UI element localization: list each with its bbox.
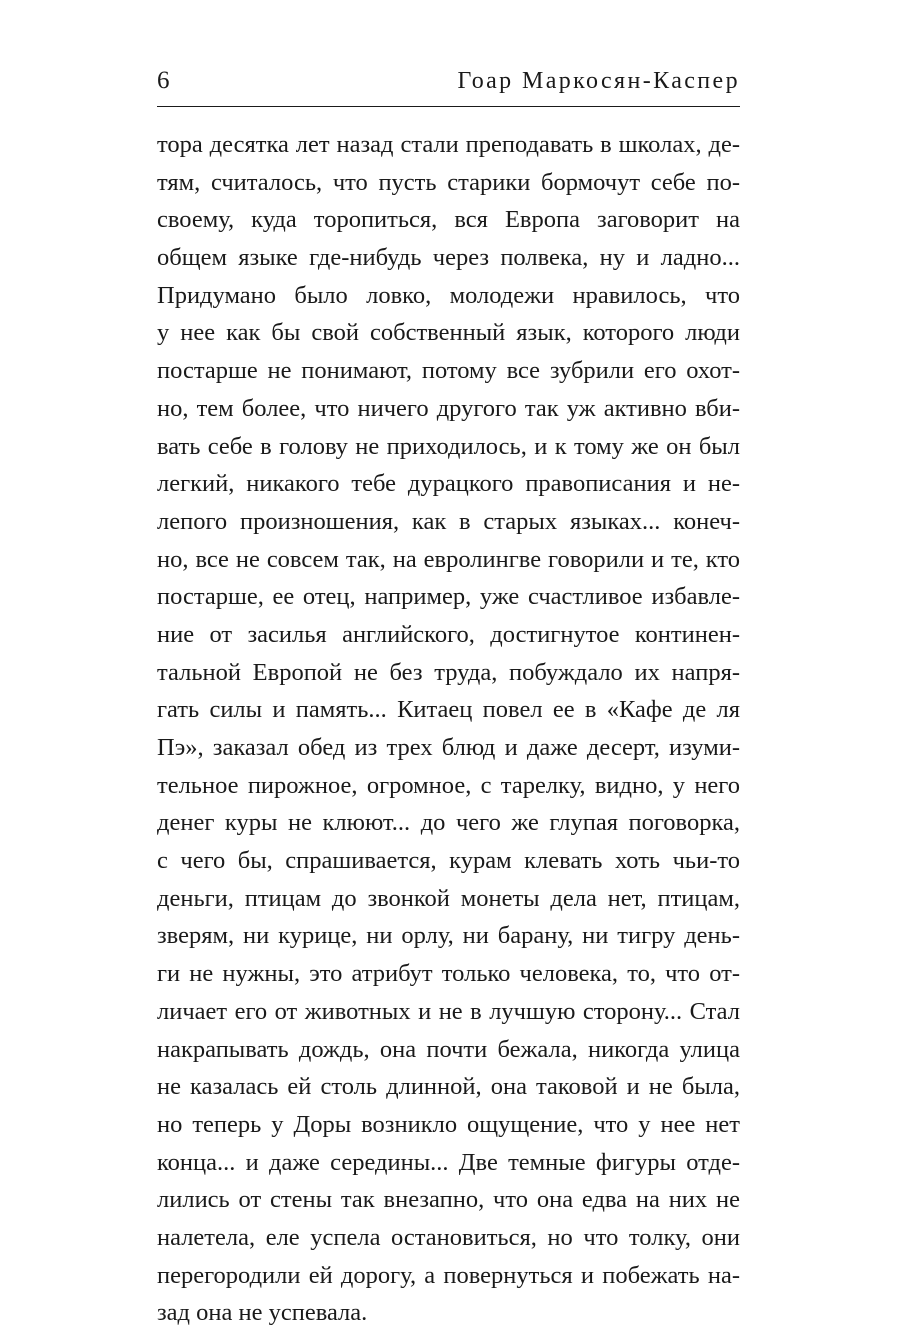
page-header — [157, 62, 740, 104]
text-line: лились от стены так внезапно, что она едва на них не — [157, 1186, 740, 1214]
text-line: ги не нужны, это атрибут только человека, то, что от- — [157, 960, 740, 988]
text-line: накрапывать дождь, она почти бежала, никогда улица — [157, 1035, 740, 1063]
page-number: 6 — [157, 67, 170, 94]
text-line: ние от засилья английского, достигнутое континен- — [157, 620, 740, 648]
text-line: деньги, птицам до звонкой монеты дела нет, птицам, — [157, 884, 740, 912]
text-line: не казалась ей столь длинной, она таковой и не была, — [157, 1073, 740, 1101]
body-text — [157, 126, 740, 1332]
text-line: общем языке где-нибудь через полвека, ну и ладно... — [157, 244, 740, 272]
text-line: тям, считалось, что пусть старики бормочут себе по- — [157, 168, 740, 196]
text-line: у нее как бы свой собственный язык, которого люди — [157, 319, 740, 347]
text-line: денег куры не клюют... до чего же глупая поговорка, — [157, 809, 740, 837]
text-line: вать себе в голову не приходилось, и к тому же он был — [157, 432, 740, 460]
text-line: но теперь у Доры возникло ощущение, что у нее нет — [157, 1110, 740, 1138]
text-line: тальной Европой не без труда, побуждало их напря- — [157, 658, 740, 686]
text-line: но, все не совсем так, на евролингве говорили и те, кто — [157, 545, 740, 573]
text-line: тельное пирожное, огромное, с тарелку, видно, у него — [157, 771, 740, 799]
text-line: тора десятка лет назад стали преподавать в школах, де- — [157, 131, 740, 158]
text-line: постарше, ее отец, например, уже счастливое избавле- — [157, 583, 740, 611]
text-line: налетела, еле успела остановиться, но что толку, они — [157, 1223, 740, 1251]
text-line-last: зад она не успевала. — [157, 1299, 368, 1327]
text-line: своему, куда торопиться, вся Европа заговорит на — [157, 206, 740, 234]
text-line: легкий, никакого тебе дурацкого правописания и не- — [157, 470, 740, 498]
text-line: конца... и даже середины... Две темные фигуры отде- — [157, 1148, 740, 1176]
text-line: зверям, ни курице, ни орлу, ни барану, ни тигру день- — [157, 922, 740, 950]
text-line: Придумано было ловко, молодежи нравилось, что — [157, 281, 740, 309]
text-line: но, тем более, что ничего другого так уж активно вби- — [157, 394, 740, 422]
text-line: лепого произношения, как в старых языках... конеч- — [157, 507, 740, 535]
text-line: с чего бы, спрашивается, курам клевать хоть чьи-то — [157, 847, 740, 875]
header-rule — [157, 106, 740, 107]
text-line: перегородили ей дорогу, а повернуться и побежать на- — [157, 1261, 740, 1289]
text-line: личает его от животных и не в лучшую сторону... Стал — [157, 997, 740, 1025]
text-line: постарше не понимают, потому все зубрили его охот- — [157, 357, 740, 385]
text-line: гать силы и память... Китаец повел ее в «Кафе де ля — [157, 696, 740, 724]
running-head-author: Гоар Маркосян-Каспер — [457, 68, 740, 94]
text-line: Пэ», заказал обед из трех блюд и даже десерт, изуми- — [157, 734, 740, 761]
